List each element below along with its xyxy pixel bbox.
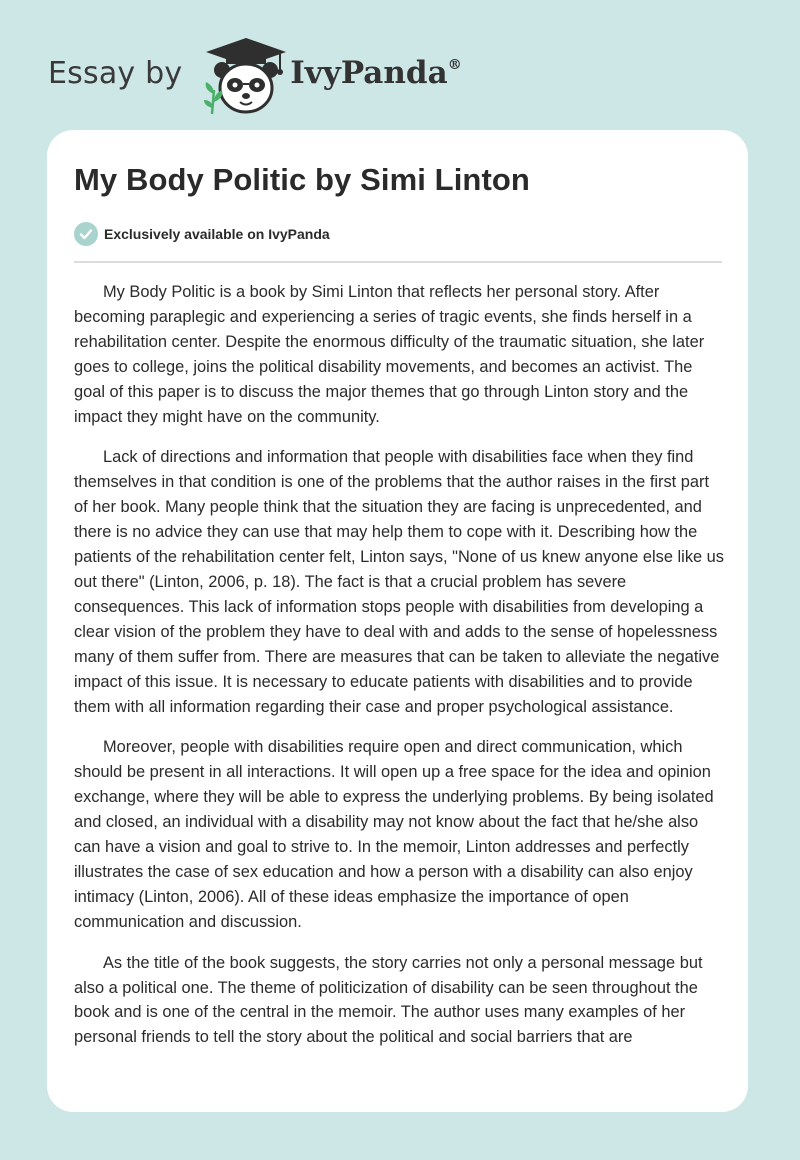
page-title: My Body Politic by Simi Linton [74, 162, 530, 197]
divider [74, 261, 722, 263]
paragraph: My Body Politic is a book by Simi Linton that reflects her personal story. After becoming paraplegic and experiencing a series of tragic events, she finds herself in a rehabilitation center. Despite the enormous difficulty of the traumatic situation, she later goes to college, joins the political disability movements, and becomes an activist. The goal of this paper is to discuss the major themes that go through Linton story and the impact they might have on the community. [74, 283, 705, 426]
site-header [48, 28, 462, 118]
badge-label: Exclusively available on IvyPanda [104, 226, 330, 242]
exclusive-badge [74, 222, 330, 246]
registered-mark: ® [447, 57, 462, 73]
check-icon [74, 222, 98, 246]
paragraph: Moreover, people with disabilities require open and direct communication, which should be present in all interactions. It will open up a free space for the idea and opinion exchange, where they will be able to express the underlying problems. By being isolated and closed, an individual with a disability may not know about the fact that he/she also can have a vision and goal to strive to. In the memoir, Linton addresses and perfectly illustrates the case of sex education and how a person with a disability can also enjoy intimacy (Linton, 2006). All of these ideas emphasize the importance of open communication and discussion. [74, 738, 714, 931]
paragraph: Lack of directions and information that people with disabilities face when they find themselves in that condition is one of the problems that the author raises in the first part of her book. Many people think that the situation they are facing is unprecedented, and there is no advice they can use that may help them to cope with it. Describing how the patients of the rehabilitation center felt, Linton says, "None of us knew anyone else like us out there" (Linton, 2006, p. 18). The fact is that a crucial problem has severe consequences. This lack of information stops people with disabilities from developing a clear vision of the problem they have to deal with and adds to the sense of hopelessness many of them suffer from. There are measures that can be taken to alleviate the negative impact of this issue. It is necessary to educate patients with disabilities and to provide them with all information regarding their case and proper psychological assistance. [74, 448, 724, 716]
essay-by-label: Essay by [48, 55, 183, 91]
essay-card [47, 130, 748, 1112]
brand-name[interactable]: IvyPanda® [290, 55, 462, 91]
paragraph: As the title of the book suggests, the story carries not only a personal message but also a political one. The theme of politicization of disability can be seen throughout the book and is one of the central in the memoir. The author uses many examples of her personal friends to tell the story about the political and social barriers that are [74, 953, 703, 1047]
essay-body [74, 280, 724, 1066]
panda-logo-icon[interactable] [196, 30, 288, 116]
